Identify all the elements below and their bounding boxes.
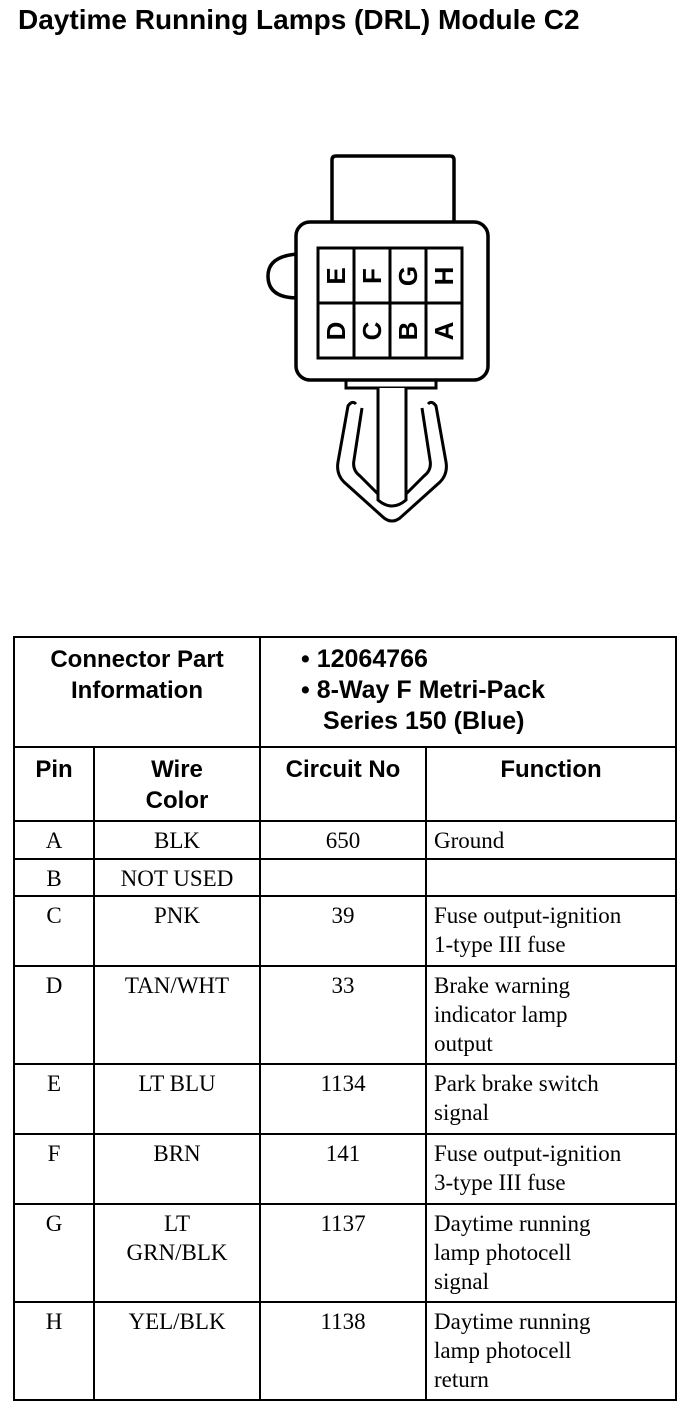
circuit-no-cell: 1137 <box>260 1204 426 1302</box>
pin-label-a: A <box>429 321 459 341</box>
pin-label-f: F <box>357 268 387 284</box>
wire-color-line: BLK <box>154 828 200 853</box>
pin-cell: D <box>14 966 94 1064</box>
function-line: Ground <box>434 828 505 853</box>
table-row <box>14 1064 676 1134</box>
function-cell <box>426 896 676 966</box>
function-line: 3-type III fuse <box>434 1170 566 1195</box>
function-line: Brake warning <box>434 973 571 998</box>
wire-color-line: LT <box>164 1211 190 1236</box>
pin-label-g: G <box>393 265 423 287</box>
table-row <box>14 1204 676 1302</box>
header-circuit-no: Circuit No <box>260 747 426 821</box>
pin-cell: H <box>14 1302 94 1400</box>
wire-color-cell <box>94 896 260 966</box>
wire-color-line: YEL/BLK <box>128 1309 226 1334</box>
circuit-no-cell: 1134 <box>260 1064 426 1134</box>
function-line: Fuse output-ignition <box>434 1141 622 1166</box>
header-wire-color-line1: Wire <box>151 756 203 783</box>
table-row <box>14 896 676 966</box>
table-row <box>14 966 676 1064</box>
function-line: lamp photocell <box>434 1240 572 1265</box>
table-row <box>14 1302 676 1400</box>
circuit-no-cell <box>260 859 426 896</box>
part-info-value-cell <box>260 637 676 747</box>
pin-cell: A <box>14 821 94 859</box>
connector-top-latch <box>332 156 454 224</box>
function-line: output <box>434 1031 493 1056</box>
connector-side-key <box>268 254 298 298</box>
function-cell <box>426 1134 676 1204</box>
function-line: Daytime running <box>434 1211 591 1236</box>
function-cell <box>426 821 676 859</box>
connector-diagram <box>0 0 688 560</box>
wire-color-cell <box>94 1302 260 1400</box>
function-cell <box>426 859 676 896</box>
wire-color-cell <box>94 1064 260 1134</box>
part-info-row <box>14 637 676 747</box>
pinout-rows <box>14 821 676 1400</box>
wire-color-cell <box>94 1204 260 1302</box>
circuit-no-cell: 141 <box>260 1134 426 1204</box>
circuit-no-cell: 33 <box>260 966 426 1064</box>
function-line: lamp photocell <box>434 1338 572 1363</box>
part-number: • 12064766 <box>301 645 428 673</box>
wire-color-line: TAN/WHT <box>124 973 230 998</box>
header-wire-color-line2: Color <box>145 787 209 814</box>
header-wire-color <box>94 747 260 821</box>
function-cell <box>426 1204 676 1302</box>
header-function: Function <box>426 747 676 821</box>
circuit-no-cell: 1138 <box>260 1302 426 1400</box>
wire-color-line: PNK <box>154 903 201 928</box>
wire-color-line: GRN/BLK <box>126 1240 228 1265</box>
pin-cell: B <box>14 859 94 896</box>
pin-label-e: E <box>321 267 351 285</box>
pin-cell: F <box>14 1134 94 1204</box>
function-line: Park brake switch <box>434 1071 599 1096</box>
pin-label-d: D <box>321 321 351 341</box>
part-description-line2: Series 150 (Blue) <box>323 707 525 735</box>
function-line: signal <box>434 1269 489 1294</box>
table-row <box>14 821 676 859</box>
circuit-no-cell: 650 <box>260 821 426 859</box>
function-cell <box>426 966 676 1064</box>
wire-color-cell <box>94 821 260 859</box>
connector-pinout-table <box>13 636 677 1401</box>
page-title: Daytime Running Lamps (DRL) Module C2 <box>18 4 580 35</box>
wire-color-cell <box>94 859 260 896</box>
part-info-label-cell <box>14 637 260 747</box>
pin-label-b: B <box>393 321 423 341</box>
function-line: return <box>434 1367 489 1392</box>
pin-cell: E <box>14 1064 94 1134</box>
table-row <box>14 1134 676 1204</box>
pin-label-c: C <box>357 321 387 341</box>
function-line: Daytime running <box>434 1309 591 1334</box>
header-pin: Pin <box>14 747 94 821</box>
wire-color-line: LT BLU <box>138 1071 216 1096</box>
column-header-row <box>14 747 676 821</box>
function-line: indicator lamp <box>434 1002 568 1027</box>
circuit-no-cell: 39 <box>260 896 426 966</box>
wire-color-line: BRN <box>153 1141 201 1166</box>
function-cell <box>426 1064 676 1134</box>
part-info-label-line2: Information <box>71 677 203 704</box>
part-info-label-line1: Connector Part <box>50 646 224 673</box>
function-line: signal <box>434 1100 489 1125</box>
wire-color-cell <box>94 1134 260 1204</box>
pin-label-h: H <box>429 266 459 286</box>
pin-cell: G <box>14 1204 94 1302</box>
pin-cell: C <box>14 896 94 966</box>
table-row <box>14 859 676 896</box>
part-description-line1: • 8-Way F Metri-Pack <box>301 676 546 704</box>
function-cell <box>426 1302 676 1400</box>
clip-stem <box>378 388 406 506</box>
wire-color-cell <box>94 966 260 1064</box>
wire-color-line: NOT USED <box>120 866 234 891</box>
function-line: Fuse output-ignition <box>434 903 622 928</box>
function-line: 1-type III fuse <box>434 932 566 957</box>
